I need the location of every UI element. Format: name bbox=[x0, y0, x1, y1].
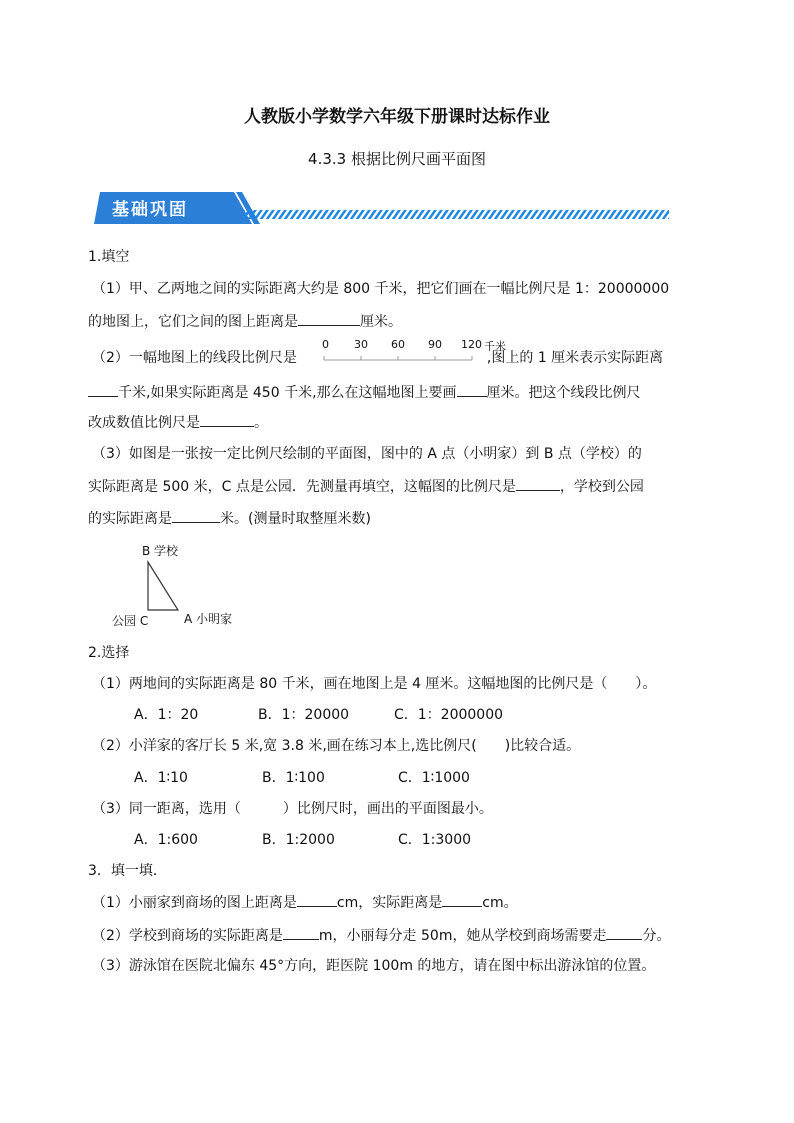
q3-t2-blank-2[interactable] bbox=[606, 925, 642, 940]
q1-p3-line3 bbox=[88, 508, 371, 529]
q3-t1-text-b: cm，实际距离是 bbox=[336, 895, 443, 911]
scale-tick-30: 30 bbox=[354, 338, 368, 351]
q1-p2-text-e: 改成数值比例尺是 bbox=[88, 415, 200, 431]
scale-unit: 千米 bbox=[484, 340, 506, 353]
section-label: 基础巩固 bbox=[112, 200, 188, 220]
q1-heading: 1.填空 bbox=[88, 249, 130, 265]
q1-p2-blank-1[interactable] bbox=[88, 382, 118, 397]
scale-tick-60: 60 bbox=[391, 338, 405, 351]
q2-heading: 2.选择 bbox=[88, 645, 130, 661]
q1-p1-line2 bbox=[88, 311, 402, 332]
q2-s1-option-a[interactable]: A．1：20 bbox=[134, 707, 199, 723]
q3-heading: 3．填一填． bbox=[88, 863, 167, 879]
lesson-subtitle: 4.3.3 根据比例尺画平面图 bbox=[308, 150, 486, 168]
q1-p2-blank-2[interactable] bbox=[457, 382, 487, 397]
q3-t2-text-b: m，小丽每分走 50m，她从学校到商场需要走 bbox=[318, 928, 607, 944]
q1-p1-unit: 厘米。 bbox=[360, 314, 402, 330]
q1-p1-line1: （1）甲、乙两地之间的实际距离大约是 800 千米，把它们画在一幅比例尺是 1：20000000 bbox=[92, 281, 670, 297]
q3-t1-blank-2[interactable] bbox=[442, 892, 482, 907]
q3-t2-text-c: 分。 bbox=[642, 928, 671, 944]
q1-p2-line2 bbox=[88, 382, 641, 403]
q3-t1 bbox=[92, 892, 518, 913]
q1-p2-text-f: 。 bbox=[254, 415, 268, 431]
q1-p1-blank[interactable] bbox=[298, 311, 360, 326]
triangle-figure bbox=[108, 540, 248, 630]
q3-t1-text-a: （1）小丽家到商场的图上距离是 bbox=[92, 895, 297, 911]
q2-s1-option-b[interactable]: B．1：20000 bbox=[258, 707, 350, 723]
q1-p1-text: 的地图上，它们之间的图上距离是 bbox=[88, 314, 298, 330]
q1-p2-line3 bbox=[88, 412, 268, 433]
point-a-label: A 小明家 bbox=[184, 612, 233, 626]
worksheet-title: 人教版小学数学六年级下册课时达标作业 bbox=[244, 107, 550, 127]
point-b-label: B 学校 bbox=[142, 544, 179, 558]
scale-tick-120: 120 bbox=[461, 338, 482, 351]
point-c-label: 公园 C bbox=[112, 614, 149, 628]
q2-s3: （3）同一距离，选用（ ）比例尺时，画出的平面图最小。 bbox=[92, 801, 493, 817]
q1-p2-text-b: ,图上的 1 厘米表示实际距离 bbox=[486, 350, 664, 366]
q1-p2-text-d: 厘米。把这个线段比例尺 bbox=[486, 385, 641, 401]
line-scale-figure bbox=[322, 338, 512, 366]
q1-p3-text-c: 的实际距离是 bbox=[88, 511, 172, 527]
scale-tick-90: 90 bbox=[428, 338, 442, 351]
q3-t2-blank-1[interactable] bbox=[283, 925, 319, 940]
section-banner bbox=[94, 190, 674, 226]
q3-t1-blank-1[interactable] bbox=[297, 892, 337, 907]
q2-s3-option-b[interactable]: B．1:2000 bbox=[262, 832, 335, 848]
q1-p2-text-a: （2）一幅地图上的线段比例尺是 bbox=[92, 350, 297, 366]
q2-s2-option-c[interactable]: C．1∶1000 bbox=[398, 770, 470, 786]
q1-p3-line2 bbox=[88, 476, 644, 497]
q1-p3-text-d: 米。(测量时取整厘米数) bbox=[220, 511, 371, 527]
q2-s3-option-c[interactable]: C．1:3000 bbox=[398, 832, 472, 848]
q1-p3-text-a: 实际距离是 500 米，C 点是公园．先测量再填空，这幅图的比例尺是 bbox=[88, 479, 516, 495]
q2-s3-option-a[interactable]: A．1:600 bbox=[134, 832, 198, 848]
q1-p3-blank-1[interactable] bbox=[516, 476, 560, 491]
scale-tick-0: 0 bbox=[322, 338, 329, 351]
q2-s2: （2）小洋家的客厅长 5 米,宽 3.8 米,画在练习本上,选比例尺( )比较合适。 bbox=[92, 738, 581, 754]
q2-s1-option-c[interactable]: C．1：2000000 bbox=[394, 707, 504, 723]
q2-s2-option-b[interactable]: B．1∶100 bbox=[262, 770, 325, 786]
q3-t2 bbox=[92, 925, 670, 946]
q2-s2-option-a[interactable]: A．1∶10 bbox=[134, 770, 188, 786]
q1-p2-blank-3[interactable] bbox=[200, 412, 254, 427]
q1-p3-text-b: ，学校到公园 bbox=[559, 479, 644, 495]
q3-t1-text-c: cm。 bbox=[482, 895, 518, 911]
q1-p3-blank-2[interactable] bbox=[172, 508, 220, 523]
q3-t3: （3）游泳馆在医院北偏东 45°方向，距医院 100m 的地方，请在图中标出游泳馆的位置。 bbox=[92, 958, 656, 974]
q3-t2-text-a: （2）学校到商场的实际距离是 bbox=[92, 928, 283, 944]
q1-p2-text-c: 千米,如果实际距离是 450 千米,那么在这幅地图上要画 bbox=[118, 385, 457, 401]
q2-s1: （1）两地间的实际距离是 80 千米，画在地图上是 4 厘米。这幅地图的比例尺是（ ）。 bbox=[92, 676, 657, 692]
q1-p3-line1: （3）如图是一张按一定比例尺绘制的平面图，图中的 A 点（小明家）到 B 点（学校）的 bbox=[92, 446, 642, 462]
